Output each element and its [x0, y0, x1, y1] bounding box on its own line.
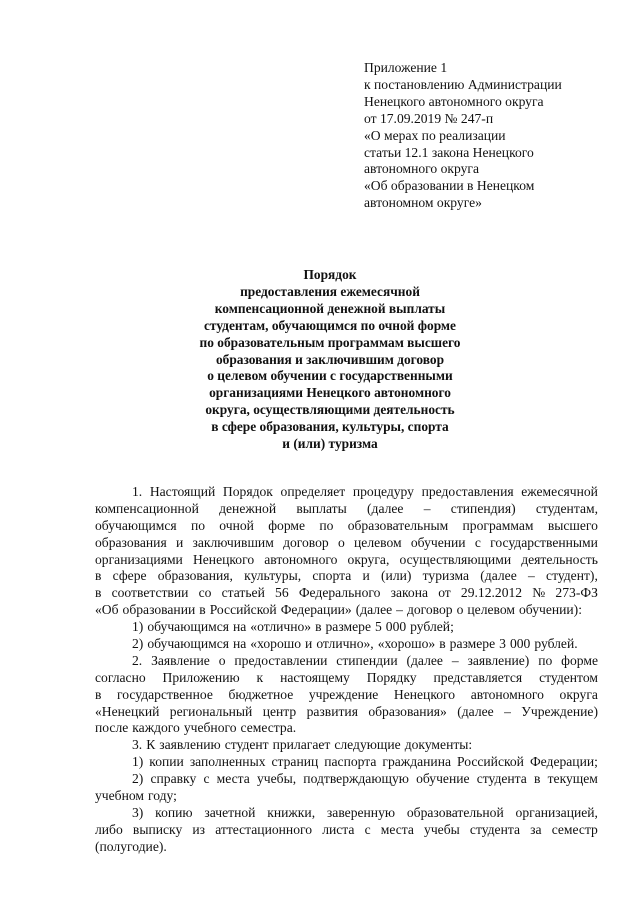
body-line	[95, 535, 598, 552]
appendix-line: статьи 12.1 закона Ненецкого	[364, 144, 534, 160]
body-word: форме	[561, 652, 598, 668]
body-word: Порядок	[222, 484, 273, 499]
body-word: 2.	[132, 652, 143, 668]
body-word: автономного	[470, 686, 544, 702]
body-word: государственное	[117, 686, 213, 702]
body-word: студента	[469, 821, 521, 837]
body-word: государственными	[490, 534, 598, 550]
title-line: и (или) туризма	[282, 436, 378, 452]
body-word: с	[203, 771, 210, 787]
body-word: бюджетное	[228, 686, 294, 702]
body-word: каждого	[132, 720, 180, 736]
body-word: заполненных	[189, 754, 266, 770]
body-word: (или)	[381, 568, 412, 584]
body-word: настоящему	[280, 669, 350, 685]
body-line	[95, 839, 598, 856]
title-line: образования и заключившим договор	[215, 351, 445, 367]
body-word: и	[362, 568, 370, 584]
body-word: обучении	[410, 534, 466, 550]
body-word: Настоящий	[149, 484, 216, 499]
body-word: заверенную	[326, 804, 396, 820]
body-line	[95, 737, 598, 754]
body-line	[95, 788, 598, 805]
body-word: организацией,	[515, 804, 598, 820]
body-word: договор	[406, 602, 453, 618]
body-word: прилагает	[272, 737, 331, 753]
body-word: с	[474, 534, 481, 550]
body-word: целевом	[467, 602, 515, 618]
body-word: согласно	[95, 669, 146, 685]
body-word: 000	[509, 636, 531, 652]
body-word: Российской	[209, 602, 277, 618]
body-word: 3)	[132, 804, 144, 820]
body-word: подтверждающую	[303, 771, 409, 787]
body-word: в	[95, 585, 102, 601]
body-word: Федерального	[298, 585, 381, 601]
title-line: организациями Ненецкого автономного	[209, 385, 451, 401]
body-word: «Ненецкий	[95, 703, 160, 719]
body-word: туризма	[422, 568, 470, 584]
title-line: компенсационной денежной выплаты	[214, 300, 446, 316]
body-word: 000	[385, 619, 407, 635]
body-word: зачетной	[204, 804, 256, 820]
body-word: 273-ФЗ	[555, 585, 598, 601]
body-word: семестра.	[240, 720, 297, 736]
body-word: №	[532, 585, 546, 601]
body-word: К	[146, 737, 156, 753]
body-word: паспорта	[324, 754, 377, 770]
body-word: автономного	[264, 551, 338, 567]
body-word: текущем	[547, 771, 598, 787]
title-line: в сфере образования, культуры, спорта	[211, 419, 449, 435]
body-word: за	[530, 821, 542, 837]
body-line	[95, 636, 598, 653]
body-word: копию	[155, 804, 193, 820]
body-word: заявление)	[467, 652, 530, 668]
body-word: 3	[499, 636, 506, 652]
body-word: о	[337, 534, 345, 550]
body-word: и	[175, 534, 184, 550]
body-word: рублей.	[534, 636, 578, 652]
body-word: –	[396, 602, 403, 618]
body-word: в	[95, 568, 102, 584]
body-word: развития	[306, 703, 358, 719]
body-word: 56	[275, 585, 289, 601]
body-word: 1)	[132, 754, 144, 770]
body-word: книжки,	[267, 804, 316, 820]
body-word: Учреждение)	[521, 703, 598, 719]
body-word: округа	[559, 686, 598, 702]
body-word: обучающимся	[147, 619, 229, 635]
body-word: (далее	[457, 703, 494, 719]
body-word: определяет	[280, 484, 346, 499]
title-line: округа, осуществляющими деятельность	[205, 402, 455, 418]
body-word: в	[199, 602, 206, 618]
body-word: округа,	[347, 551, 390, 567]
body-word: аттестационного	[215, 821, 313, 837]
body-word: программам	[462, 517, 534, 533]
body-word: из	[192, 821, 206, 837]
body-line	[95, 484, 598, 501]
body-word: либо	[95, 821, 123, 837]
body-word: образования,	[157, 568, 233, 584]
appendix-line: автономного округа	[364, 161, 480, 177]
title-line: студентам, обучающимся по очной форме	[203, 317, 456, 333]
body-word: по	[538, 652, 553, 668]
body-word: Федерации;	[529, 754, 598, 770]
body-word: учебном	[95, 788, 144, 804]
body-line	[95, 670, 598, 687]
body-word: страниц	[271, 754, 319, 770]
body-word: целевом	[354, 534, 402, 550]
body-word: места	[216, 771, 250, 787]
body-word: листа	[322, 821, 355, 837]
body-word: в	[95, 686, 102, 702]
body-word: о	[218, 652, 226, 668]
body-word: о	[456, 602, 464, 618]
appendix-line: Приложение 1	[364, 60, 448, 75]
body-word: Российской	[456, 754, 524, 770]
body-word: 2)	[132, 771, 144, 787]
body-word: культуры,	[244, 568, 302, 584]
body-word: договор	[283, 534, 329, 550]
body-word: гражданина	[382, 754, 451, 770]
title-line: о целевом обучении с государственными	[207, 368, 453, 384]
body-line	[95, 805, 598, 822]
body-word: обучение	[416, 771, 470, 787]
body-line	[95, 822, 598, 839]
body-word: (полугодие).	[95, 838, 167, 854]
body-word: процедуру	[352, 484, 414, 499]
body-word: Порядку	[366, 669, 417, 685]
body-word: обучающимся	[95, 517, 177, 533]
body-word: учебы,	[257, 771, 297, 787]
body-word: спорта	[312, 568, 352, 584]
body-word: по	[319, 517, 334, 533]
body-word: региональный	[169, 703, 253, 719]
body-word: студент),	[546, 568, 598, 584]
body-line	[95, 619, 598, 636]
body-word: образовательной	[406, 804, 504, 820]
title-line: Порядок	[303, 267, 357, 282]
body-word: учебного	[183, 720, 237, 736]
body-word: рублей;	[410, 619, 454, 635]
document-body	[95, 484, 598, 856]
body-line	[95, 754, 598, 771]
body-line	[95, 585, 598, 602]
body-word: в	[439, 636, 446, 652]
body-word: представляется	[433, 669, 523, 685]
body-line	[95, 704, 598, 721]
body-line	[95, 687, 598, 704]
body-word: заключившим	[192, 534, 274, 550]
body-word: Ненецкого	[192, 551, 255, 567]
body-line	[95, 653, 598, 670]
body-word: образовательным	[347, 517, 449, 533]
body-word: копии	[149, 754, 184, 770]
body-word: «Об	[95, 602, 119, 618]
body-word: на	[232, 619, 247, 635]
body-line	[95, 501, 598, 518]
body-line	[95, 602, 598, 619]
body-word: –	[451, 652, 459, 668]
body-word: (далее	[355, 602, 393, 618]
body-word: закона	[390, 585, 429, 601]
body-word: (далее	[367, 500, 404, 516]
body-word: статьей	[221, 585, 265, 601]
appendix-header	[364, 60, 614, 212]
body-word: обучении):	[519, 602, 582, 618]
title-line: по образовательным программам высшего	[199, 334, 461, 350]
body-word: к	[256, 669, 264, 685]
body-word: форме	[268, 517, 306, 533]
body-word: –	[423, 500, 431, 516]
body-line	[95, 568, 598, 585]
body-word: предоставлении	[234, 652, 328, 668]
body-word: деятельность	[521, 551, 598, 567]
body-word: Ненецкого	[393, 686, 456, 702]
body-word: осуществляющими	[399, 551, 512, 567]
body-word: стипендии	[336, 652, 398, 668]
body-word: 5	[374, 619, 382, 635]
body-word: 2)	[132, 636, 144, 652]
appendix-line: к постановлению Администрации	[364, 76, 562, 92]
body-word: с	[364, 821, 371, 837]
body-word: семестр	[551, 821, 598, 837]
body-word: студентом	[539, 669, 598, 685]
body-word: выписку	[132, 821, 183, 837]
body-line	[95, 771, 598, 788]
body-word: отлично»,	[316, 636, 374, 652]
body-word: образовании	[122, 602, 196, 618]
body-word: Федерации»	[280, 602, 352, 618]
body-word: места	[380, 821, 414, 837]
body-word: заявлению	[159, 737, 221, 753]
body-word: студента	[476, 771, 527, 787]
body-word: в	[315, 619, 322, 635]
body-word: –	[527, 568, 535, 584]
body-word: образования	[95, 534, 167, 550]
body-word: и	[305, 636, 313, 652]
appendix-line: автономном округе»	[364, 195, 482, 211]
body-word: после	[95, 720, 129, 736]
body-word: в	[534, 771, 541, 787]
body-word: очной	[219, 517, 254, 533]
body-word: студентам,	[535, 500, 598, 516]
body-word: учреждение	[308, 686, 379, 702]
body-line	[95, 552, 598, 569]
body-word: учебы	[424, 821, 460, 837]
body-word: сфере	[112, 568, 147, 584]
body-word: выплаты	[296, 500, 347, 516]
body-word: Заявление	[151, 652, 210, 668]
body-word: ежемесячной	[521, 484, 598, 499]
body-word: денежной	[219, 500, 277, 516]
body-word: 1.	[132, 484, 143, 499]
body-word: по	[190, 517, 206, 533]
body-word: 3.	[132, 737, 143, 753]
appendix-line: от 17.09.2019 № 247-п	[364, 110, 494, 126]
body-word: организациями	[95, 551, 183, 567]
body-word: «хорошо	[250, 636, 302, 652]
body-word: предоставления	[421, 484, 514, 499]
appendix-line: «Об образовании в Ненецком	[364, 178, 535, 194]
body-word: 29.12.2012	[460, 585, 523, 601]
body-word: образования»	[368, 703, 447, 719]
body-word: на	[232, 636, 247, 652]
appendix-line: Ненецкого автономного округа	[364, 93, 544, 109]
body-word: обучающимся	[147, 636, 229, 652]
body-word: следующие	[334, 737, 401, 753]
title-line: предоставления ежемесячной	[240, 283, 420, 299]
document-title	[160, 267, 500, 453]
body-word: 1)	[132, 619, 144, 635]
body-word: справку	[150, 771, 197, 787]
body-word: высшего	[547, 517, 598, 533]
body-word: размере	[449, 636, 496, 652]
body-word: Приложению	[162, 669, 240, 685]
appendix-line: «О мерах по реализации	[364, 127, 506, 143]
body-word: году;	[148, 788, 177, 804]
body-word: размере	[325, 619, 371, 635]
body-line	[95, 518, 598, 535]
body-word: «хорошо»	[377, 636, 436, 652]
body-word: (далее	[406, 652, 443, 668]
body-word: –	[504, 703, 511, 719]
body-word: (далее	[480, 568, 517, 584]
body-word: со	[198, 585, 212, 601]
body-word: стипендия)	[450, 500, 516, 516]
body-word: центр	[262, 703, 297, 719]
body-word: компенсационной	[95, 500, 199, 516]
body-word: «отлично»	[250, 619, 312, 635]
body-word: документы:	[404, 737, 473, 753]
body-word: студент	[224, 737, 269, 753]
body-line	[95, 720, 598, 737]
body-word: от	[438, 585, 451, 601]
body-word: соответствии	[111, 585, 189, 601]
